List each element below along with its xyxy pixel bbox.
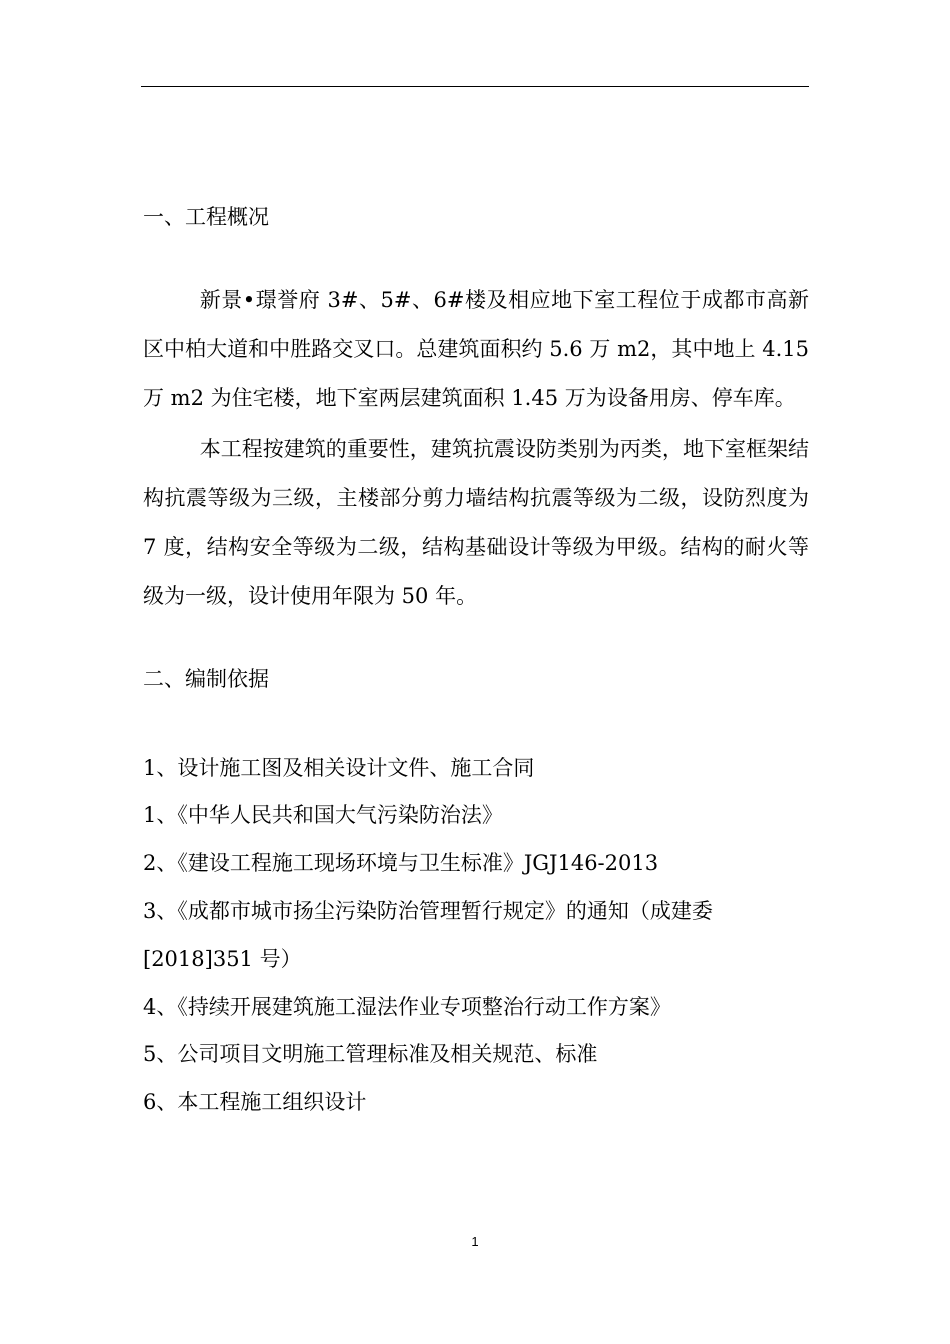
section-heading-overview: 一、工程概况	[143, 205, 269, 229]
section-heading-basis: 二、编制依据	[143, 667, 269, 691]
basis-list-item: 3、《成都市城市扬尘污染防治管理暂行规定》的通知（成建委	[143, 899, 713, 923]
basis-list-item: 5、公司项目文明施工管理标准及相关规范、标准	[143, 1042, 598, 1066]
basis-list-item: [2018]351 号）	[143, 947, 302, 971]
basis-list-item: 2、《建设工程施工现场环境与卫生标准》JGJ146-2013	[143, 851, 659, 875]
basis-list-item: 1、《中华人民共和国大气污染防治法》	[143, 803, 503, 827]
overview-paragraph-2: 本工程按建筑的重要性，建筑抗震设防类别为丙类，地下室框架结构抗震等级为三级，主楼部分剪力墙结构抗震等级为二级，设防烈度为 7 度，结构安全等级为二级，结构基础设计等级为甲级。结构的耐火等级为一级，设计使用年限为 50 年。	[143, 437, 809, 608]
basis-list-item: 4、《持续开展建筑施工湿法作业专项整治行动工作方案》	[143, 995, 671, 1019]
header-rule	[141, 86, 809, 87]
page-number: 1	[471, 1234, 479, 1249]
basis-list-item: 1、设计施工图及相关设计文件、施工合同	[143, 756, 535, 780]
basis-list-item: 6、本工程施工组织设计	[143, 1090, 367, 1114]
overview-paragraph-1: 新景•璟誉府 3#、5#、6#楼及相应地下室工程位于成都市高新区中柏大道和中胜路交叉口。总建筑面积约 5.6 万 m2，其中地上 4.15 万 m2 为住宅楼，地下室两层建筑面积 1.45 万为设备用房、停车库。	[143, 288, 809, 410]
